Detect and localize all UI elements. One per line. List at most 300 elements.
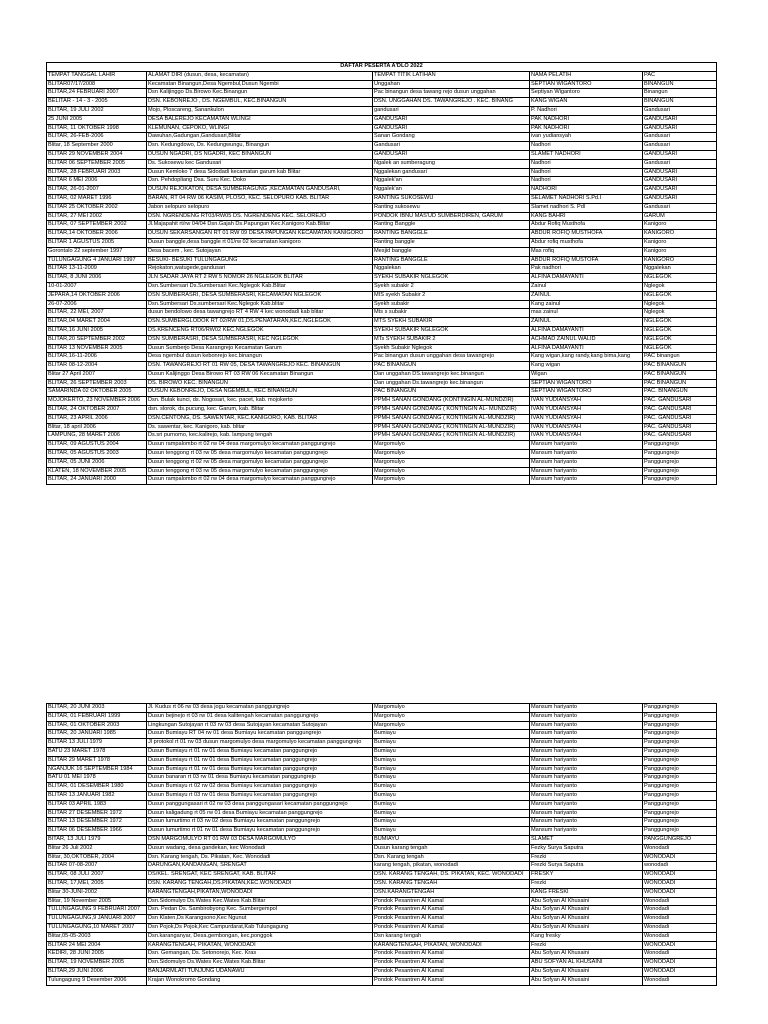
cell-birth: BLITAR 13 DESEMBER 1972 [47, 818, 147, 827]
cell-address: KARANGTENGAH,PIKATAN,WONODADI [147, 888, 373, 897]
cell-trainer: Mansum hariyanto [530, 747, 643, 756]
cell-birth: BLITAR, 19 NOVEMBER 2005 [47, 959, 147, 968]
cell-birth: BELITAR - 14 - 3 - 2005 [47, 98, 147, 107]
cell-pac: Wonodadi [643, 844, 717, 853]
cell-trainer: Mansum hariyanto [530, 721, 643, 730]
cell-address: Jl.Majapahit rt/rw 04/04 Dsn.Gajah Ds.Papungan Kec.Kanigoro Kab.Blitar [147, 221, 373, 230]
cell-birth: BLITAR, 28 FEBRUARI 2003 [47, 168, 147, 177]
cell-training-site: GANDUSARI [373, 124, 530, 133]
cell-pac: Panggungrejo [643, 704, 717, 713]
table-row [47, 318, 717, 327]
cell-trainer: ALFINA DAMAYANTI [530, 326, 643, 335]
cell-address: Jl. Kudus rt 06 rw 03 desa jogu kecamatan panggungrejo [147, 704, 373, 713]
cell-address: KARANGTENGAH, PIKATAN, WONODADI [147, 941, 373, 950]
table-row [47, 721, 717, 730]
cell-trainer: Mansum hariyanto [530, 818, 643, 827]
header-row [47, 71, 717, 80]
cell-pac: PAC binangun [643, 353, 717, 362]
cell-pac: Panggungrejo [643, 800, 717, 809]
cell-address: Dsn Pojok,Ds Pojok,Kec Campurdarat,Kab Tulungagung [147, 923, 373, 932]
cell-address: Dsn.Sidomulyo Ds.Wates Kec.Wates Kab.Blitar [147, 897, 373, 906]
cell-pac: PAC BINANGUN [643, 379, 717, 388]
title-row [47, 63, 717, 72]
cell-birth: Blitar, 30,OKTOBER, 2004 [47, 853, 147, 862]
cell-training-site: Margomulyo [373, 476, 530, 485]
cell-pac: Gandusari [643, 203, 717, 212]
cell-pac: GANDUSARI [643, 124, 717, 133]
cell-address: Dusun Bumiayu rt 02 rw 02 desa Bumiayu kecamatan panggungrejo [147, 783, 373, 792]
participant-table-page-2 [46, 703, 717, 986]
cell-training-site: Dsn. Karang tengah [373, 853, 530, 862]
cell-training-site: Ranting banggle [373, 238, 530, 247]
cell-birth: TULUNGAGUNG,9 JANUARI 2007 [47, 915, 147, 924]
cell-trainer: P. Nadhori [530, 106, 643, 115]
cell-trainer: Abu Sofyan Al Khusaini [530, 915, 643, 924]
table-row [47, 256, 717, 265]
table-row [47, 247, 717, 256]
cell-training-site: Nggalekan gandusari [373, 168, 530, 177]
table-row [47, 747, 717, 756]
cell-trainer: Abdur rofiq musthofa [530, 238, 643, 247]
cell-trainer: Pak nadhori [530, 265, 643, 274]
cell-training-site: PAC BINANGUN [373, 388, 530, 397]
cell-birth: BLITAR 06 DESEMBER 1966 [47, 827, 147, 836]
table-row [47, 853, 717, 862]
cell-pac: Wonodadi [643, 932, 717, 941]
cell-training-site: Syekh Subakir Nglegok [373, 344, 530, 353]
cell-trainer: Mansum hariyanto [530, 756, 643, 765]
table-row [47, 967, 717, 976]
cell-birth: BLITAR 27 DESEMBER 1972 [47, 809, 147, 818]
cell-address: DSN. TAWANGREJO RT 01 RW 05, DESA TAWANGREJO KEC. BINANGUN [147, 362, 373, 371]
cell-birth: BLITAR, 8 JUNI 2006 [47, 274, 147, 283]
cell-birth: BLITAR,20 SEPTEMBER 2002 [47, 335, 147, 344]
cell-training-site: Ngalek an sumberagung [373, 159, 530, 168]
cell-pac: Wonodadi [643, 897, 717, 906]
cell-training-site: Margomulyo [373, 467, 530, 476]
table-body [47, 704, 717, 986]
cell-pac: KANIGORO [643, 256, 717, 265]
table-row [47, 976, 717, 985]
cell-pac: Wonodadi [643, 950, 717, 959]
cell-address: Dusun Kalijinggo Desa Birowo RT 03 RW 06 Kecamatan Binangun [147, 370, 373, 379]
table-body [47, 63, 717, 485]
cell-training-site: RANTING SUKOSEWU [373, 194, 530, 203]
cell-trainer: Septiyan Wigantoro [530, 89, 643, 98]
cell-birth: BLITAR, 19 JULI 2002 [47, 106, 147, 115]
cell-birth: BLITAR, 11 OKTOBER 1998 [47, 124, 147, 133]
cell-training-site: MTS SYEKH SUBAKIR [373, 318, 530, 327]
table-row [47, 879, 717, 888]
cell-address: DS/KEL. SRENGAT, KEC SRENGAT, KAB. BLITAR [147, 871, 373, 880]
cell-birth: BLITAR,14 OKTOBER 2006 [47, 230, 147, 239]
cell-birth: BLITAR 1 AGUSTUS 2005 [47, 238, 147, 247]
cell-training-site: PPMH SANAN GONDANG ( KONTINGIN AL-MUNDZIR) [373, 414, 530, 423]
cell-trainer: Mansum hariyanto [530, 783, 643, 792]
cell-pac: NGLEGOK [643, 274, 717, 283]
cell-pac: Wonodadi [643, 976, 717, 985]
cell-trainer: Nadhori [530, 159, 643, 168]
cell-address: Dawuhan,Gadungan,Gandusari,Blitar [147, 133, 373, 142]
cell-training-site: Bumiayu [373, 800, 530, 809]
cell-trainer: KANG WIGAN [530, 98, 643, 107]
cell-birth: BLITAR 08-12-2004 [47, 362, 147, 371]
cell-trainer: Abu Sofyan Al Khusaini [530, 950, 643, 959]
cell-address: DSN SUMBERASRI, DESA SUMBERASRI, KEC NGLEGOK [147, 335, 373, 344]
cell-trainer: KANG FRESKI [530, 888, 643, 897]
cell-birth: LAMPUNG, 28 MARET 2006 [47, 432, 147, 441]
table-row [47, 186, 717, 195]
cell-training-site: Margomulyo [373, 712, 530, 721]
table-row [47, 300, 717, 309]
table-row [47, 80, 717, 89]
cell-training-site: Bumiayu [373, 783, 530, 792]
cell-birth: BLITAR 07-08-2007 [47, 862, 147, 871]
cell-training-site: Nggalek'an [373, 177, 530, 186]
cell-birth: 26-07-2006 [47, 300, 147, 309]
cell-address: Dusun Sumberjo Desa Karangrejo Kecamatan Garum [147, 344, 373, 353]
cell-address: DSN. KARANG TENGAH,DS.PIKATAN,KEC.WONODADI [147, 879, 373, 888]
header-trainer: NAMA PELATIH [530, 71, 643, 80]
table-row [47, 133, 717, 142]
cell-training-site: RANTING BANGGLE [373, 256, 530, 265]
cell-birth: BLITAR 13 JULI 1979 [47, 739, 147, 748]
cell-birth: BLITAR,04 MARET 2004 [47, 318, 147, 327]
cell-pac: GARUM [643, 212, 717, 221]
cell-pac: Panggungrejo [643, 774, 717, 783]
cell-birth: Tulungagung 9 Desember 2006 [47, 976, 147, 985]
table-row [47, 115, 717, 124]
cell-trainer: Mansum hariyanto [530, 458, 643, 467]
cell-address: Dusun Bumiayu rt 03 rw 01 desa Bumiayu kecamatan panggungrejo [147, 791, 373, 800]
cell-pac: GANDUSARI [643, 150, 717, 159]
cell-address: dusun bendolowo desa tawangrejo RT 4 RW 4 kec wonodadi kab blitar [147, 309, 373, 318]
cell-birth: BLITAR, 24 OKTOBER 2007 [47, 406, 147, 415]
table-row [47, 230, 717, 239]
table-row [47, 98, 717, 107]
cell-training-site: DSN. UNGGAHAN DS. TAWANGREJO . KEC. BINANG [373, 98, 530, 107]
cell-address: Jl protokol rt 01 rw 03 dusun margomulyo desa margomulyo kecamatan panggungrejo [147, 739, 373, 748]
cell-birth: BATU 23 MARET 1978 [47, 747, 147, 756]
cell-training-site: MTs SYEKH SUBAKIR 2 [373, 335, 530, 344]
table-row [47, 844, 717, 853]
cell-training-site: PPMH SANAN GONDANG ( KONTINGIN AL-MUNDZIR) [373, 423, 530, 432]
cell-training-site: RANTING BANGGLE [373, 230, 530, 239]
cell-trainer: Nadhori [530, 142, 643, 151]
cell-pac: PANGGUNGREJO [643, 835, 717, 844]
table-row [47, 818, 717, 827]
cell-address: Dsn Klaten,Ds Karangsono,Kec Ngunut [147, 915, 373, 924]
header-address: ALAMAT DIRI (dusun, desa, kecamatan) [147, 71, 373, 80]
cell-training-site: Ranting Banggle [373, 221, 530, 230]
cell-birth: 10-01-2007 [47, 282, 147, 291]
cell-pac: BINANGUN [643, 98, 717, 107]
cell-birth: BLITAR,24 FEBRUARI 2007 [47, 89, 147, 98]
cell-training-site: Nggalek'an [373, 186, 530, 195]
table-row [47, 941, 717, 950]
header-pac: PAC [643, 71, 717, 80]
cell-pac: Wonodadi [643, 915, 717, 924]
cell-birth: BLITAR, 01 DESEMBER 1980 [47, 783, 147, 792]
cell-training-site: PPMH SANAN GONDANG ( KONTINGIN AL-MUNDZIR) [373, 432, 530, 441]
cell-training-site: karang tengah, pikatan, wonodadi [373, 862, 530, 871]
cell-training-site: DSN.KARANGTENGAH [373, 888, 530, 897]
table-row [47, 89, 717, 98]
cell-birth: BLITAR 24 MEI 2004 [47, 941, 147, 950]
cell-trainer: IVAN YUDIANSYAH [530, 432, 643, 441]
cell-pac: Gandusari [643, 133, 717, 142]
cell-training-site: DSN. KARANG TENGAH, DS. PIKATAN, KEC. WONODADI [373, 871, 530, 880]
table-row [47, 159, 717, 168]
table-row [47, 221, 717, 230]
cell-training-site: gandusari [373, 106, 530, 115]
cell-trainer: Nadhori [530, 168, 643, 177]
cell-training-site: Pondok Pesantren Al Kamal [373, 959, 530, 968]
cell-birth: BLITAR, 24 JANUARI 2000 [47, 476, 147, 485]
cell-trainer: KANG BAHRI [530, 212, 643, 221]
cell-training-site: SYEKH SUBAKIR NGLEGOK [373, 274, 530, 283]
cell-address: BARAN, RT 04 RW 06 KASIM, PLOSO, KEC. SELOPURO KAB. BLITAR [147, 194, 373, 203]
table-row [47, 835, 717, 844]
table-row [47, 458, 717, 467]
cell-trainer: Mansum hariyanto [530, 765, 643, 774]
cell-birth: BLITAR 13-11-2009 [47, 265, 147, 274]
cell-training-site: Dsn karang tengah [373, 932, 530, 941]
cell-training-site: Ranting sukosewu [373, 203, 530, 212]
cell-trainer: Mas rofiq [530, 247, 643, 256]
document-title: DAFTAR PESERTA A'DLO 2022 [47, 63, 717, 72]
cell-address: Kecamatan Binangun,Desa Ngembul,Dusun Ngembi [147, 80, 373, 89]
table-row [47, 959, 717, 968]
table-row [47, 923, 717, 932]
table-row [47, 362, 717, 371]
header-training-site: TEMPAT TITIK LATIHAN [373, 71, 530, 80]
table-row [47, 791, 717, 800]
table-row [47, 932, 717, 941]
cell-address: Dusun lumurtimo rt 01 rw 01 desa Bumiayu kecamatan panggungrejo [147, 827, 373, 836]
cell-address: Ds. sawentar, kec. Kanigoro, kab. blitar [147, 423, 373, 432]
cell-address: Mojo, Ploscareng, Sanankulon [147, 106, 373, 115]
cell-pac: Panggungrejo [643, 818, 717, 827]
cell-birth: BLITAR 25 OKTOBER 2002 [47, 203, 147, 212]
cell-address: dsn. slorok, ds.pucung, kec. Garum, kab. Blitar [147, 406, 373, 415]
table-row [47, 704, 717, 713]
cell-pac: Panggungrejo [643, 458, 717, 467]
cell-trainer: Mansum hariyanto [530, 704, 643, 713]
table-row [47, 291, 717, 300]
cell-pac: Nglegok [643, 300, 717, 309]
cell-address: DESA BALEREJO KECAMATAN WLINGI [147, 115, 373, 124]
cell-pac: GANDUSARI [643, 168, 717, 177]
table-row [47, 335, 717, 344]
cell-trainer: Mansum hariyanto [530, 800, 643, 809]
table-row [47, 423, 717, 432]
cell-trainer: Mansum hariyanto [530, 712, 643, 721]
cell-trainer: ALFINA DAMAYANTI [530, 274, 643, 283]
cell-birth: BATU 01 MEI 1978 [47, 774, 147, 783]
cell-birth: Blitar 27 April 2007 [47, 370, 147, 379]
table-row [47, 783, 717, 792]
cell-birth: BLITAR, 27 MEI 2002 [47, 212, 147, 221]
cell-address: Dusun lumurtimo rt 03 rw 02 desa Bumiayu kecamatan panggungrejo [147, 818, 373, 827]
cell-birth: Gorontalo 22 september 1997 [47, 247, 147, 256]
cell-address: DSN. KEBONREJO , DS. NGEMBUL, KEC.BINANGUN [147, 98, 373, 107]
cell-address: Jabon selopuro selopuro [147, 203, 373, 212]
cell-birth: BLITAR, 01 OKTOBER 2003 [47, 721, 147, 730]
cell-trainer: NADHORI [530, 186, 643, 195]
table-row [47, 265, 717, 274]
cell-address: Dusun wadang, desa gandekan, kec Wonodadi [147, 844, 373, 853]
cell-trainer: Kang fresky [530, 932, 643, 941]
cell-birth: BLITAR 06 SEPTEMBER 2005 [47, 159, 147, 168]
cell-trainer: ZAINUL [530, 291, 643, 300]
cell-address: Rejokaton,watugede,gandusari [147, 265, 373, 274]
cell-trainer: Mansum hariyanto [530, 791, 643, 800]
cell-birth: BLITAR, 17,MEI, 2005 [47, 879, 147, 888]
cell-trainer: SLAMET [530, 835, 643, 844]
cell-address: Dusun rampalombo rt 02 rw 04 desa margomulyo kecamatan panggungrejo [147, 441, 373, 450]
table-row [47, 168, 717, 177]
cell-trainer: Mansum hariyanto [530, 827, 643, 836]
cell-birth: NGANJUK 16 SEPTEMBER 1984 [47, 765, 147, 774]
table-row [47, 862, 717, 871]
table-row [47, 950, 717, 959]
cell-trainer: Abu Sofyan Al Khusaini [530, 967, 643, 976]
cell-trainer: Slamet nadhori S. Pdl [530, 203, 643, 212]
cell-address: Dusun panggungasari rt 02 rw 03 desa panggungasari kecamatan panggungrejo [147, 800, 373, 809]
cell-training-site: PAC BINANGUN [373, 362, 530, 371]
table-row [47, 309, 717, 318]
cell-pac: Kanigoro [643, 238, 717, 247]
cell-address: Dsn. Pehdopliang Dsa. Suru Kec. Doko [147, 177, 373, 186]
cell-address: Desa bacem , kec. Sutojayan [147, 247, 373, 256]
cell-address: Dusun Kemloko 7 desa Sidodadi kecamatan garum kab Blitar [147, 168, 373, 177]
cell-address: Dusun Bumiayu rt 01 rw 01 desa Bumiayu kecamatan panggungrejo [147, 756, 373, 765]
table-row [47, 194, 717, 203]
cell-birth: BLITAR, 05 JUNI 2006 [47, 458, 147, 467]
cell-training-site: Unggahan [373, 80, 530, 89]
cell-birth: 25 JUNI 2005 [47, 115, 147, 124]
cell-training-site: Margomulyo [373, 441, 530, 450]
cell-birth: Blitar 30-JUNI-2002 [47, 888, 147, 897]
cell-pac: PAC BINANGUN [643, 362, 717, 371]
cell-birth: BLITAR, 20 JANUARI 1985 [47, 730, 147, 739]
cell-trainer: ALFINA DAMAYANTI [530, 344, 643, 353]
cell-trainer: ABU SOFYAN AL KHUSAINI [530, 959, 643, 968]
cell-training-site: Syekh subakir 2 [373, 282, 530, 291]
cell-training-site: Bumiayu [373, 809, 530, 818]
cell-trainer: ZAINUL [530, 318, 643, 327]
cell-address: Dusun kaligadung rt 05 rw 01 desa Bumiayu kecamatan panggungrejo [147, 809, 373, 818]
cell-address: JLN SADAR JAYA RT 2 RW 5 NOMOR 26 NGLEGOK BLITAR [147, 274, 373, 283]
cell-pac: GANDUSARI [643, 194, 717, 203]
cell-birth: TULUNGAGUNG,10 MARET 2007 [47, 923, 147, 932]
cell-address: Dusun Bumiayu rt 01 rw 01 desa Bumiayu kecamatan panggungrejo [147, 765, 373, 774]
cell-trainer: Frezki [530, 853, 643, 862]
table-row [47, 106, 717, 115]
cell-address: DSN. NGRENDENG RT03/RW05 DS. NGRENDENG KEC. SELOREJO [147, 212, 373, 221]
cell-training-site: MIS syekh Subakir 2 [373, 291, 530, 300]
cell-address: DUSUN KEBONREJO, DESA NGEMBUL, KEC BINANGUN [147, 388, 373, 397]
cell-training-site: Mts s subakir [373, 309, 530, 318]
table-row [47, 212, 717, 221]
participant-table-page-1 [46, 62, 717, 485]
cell-trainer: mas zainul [530, 309, 643, 318]
cell-trainer: Mansum hariyanto [530, 774, 643, 783]
cell-pac: Panggungrejo [643, 450, 717, 459]
cell-address: DUSUN SEKARSANGAN RT 01 RW 09 DESA PAPUNGAN KECAMATAN KANIGORO [147, 230, 373, 239]
table-row [47, 871, 717, 880]
cell-address: Dsn. Gemangan, Ds. Setonorejo, Kec. Kras [147, 950, 373, 959]
cell-pac: Gandusari [643, 142, 717, 151]
cell-address: BESUKI- BESUKI TULUNGAGUNG [147, 256, 373, 265]
cell-address: Dsn. Karang tengah, Ds. Pikatan, Kec. Wonodadi [147, 853, 373, 862]
cell-training-site: Dusun karang tengah [373, 844, 530, 853]
table-row [47, 124, 717, 133]
cell-training-site: Sanan Gondang [373, 133, 530, 142]
cell-trainer: SELAMET NADHORI S.Pd.I [530, 194, 643, 203]
cell-pac: PAC. GANDUSARI [643, 406, 717, 415]
cell-birth: BLITAR 13 JANUARI 1982 [47, 791, 147, 800]
cell-training-site: Pondok Pesantren Al Kamal [373, 915, 530, 924]
cell-trainer: Abu Sofyan Al Khusaini [530, 897, 643, 906]
cell-address: BANJARMLATI TUNJUNG UDANAWU [147, 967, 373, 976]
cell-trainer: Mansum hariyanto [530, 467, 643, 476]
table-row [47, 406, 717, 415]
cell-training-site: SYEKH SUBAKIR NGLEGOK [373, 326, 530, 335]
cell-pac: PAC. GANDUSARI [643, 432, 717, 441]
cell-address: Dusun tenggong rt 03 rw 05 desa margomulyo kecamatan panggungrejo [147, 467, 373, 476]
cell-trainer: ABDUR ROFIQ MUSTOFA [530, 256, 643, 265]
table-row [47, 344, 717, 353]
cell-address: Lingkungan Sutojayan rt 03 rw 03 desa Sutojayan kecamatan Sutojayan [147, 721, 373, 730]
cell-pac: PAC. GANDUSARI [643, 423, 717, 432]
cell-trainer: Abu Sofyan Al Khusaini [530, 923, 643, 932]
cell-pac: NGLEGOK [643, 344, 717, 353]
cell-training-site: Nggalekan [373, 265, 530, 274]
cell-trainer: Frezki [530, 941, 643, 950]
cell-training-site: Margomulyo [373, 458, 530, 467]
table-row [47, 441, 717, 450]
cell-pac: Kanigoro [643, 247, 717, 256]
cell-trainer: ivan yudiansyah [530, 133, 643, 142]
table-row [47, 142, 717, 151]
cell-trainer: SEPTIAN WIGANTORO [530, 388, 643, 397]
cell-pac: WONODADI [643, 888, 717, 897]
cell-pac: Panggungrejo [643, 756, 717, 765]
cell-address: DUSUN REJOKATON, DESA SUMBERAGUNG ,KECAMATAN GANDUSARI, [147, 186, 373, 195]
cell-training-site: Pondok Pesantren Al Kamal [373, 897, 530, 906]
table-row [47, 712, 717, 721]
cell-pac: Panggungrejo [643, 739, 717, 748]
table-row [47, 476, 717, 485]
cell-training-site: Dan unggahan DS.tawangrejo kec.binangun [373, 370, 530, 379]
cell-pac: Nggalekan [643, 265, 717, 274]
cell-trainer: Abu Sofyan Al Khusaini [530, 906, 643, 915]
cell-birth: BLITAR, 07 SEPTEMBER 2002 [47, 221, 147, 230]
table-row [47, 897, 717, 906]
cell-training-site: Pondok Pesantren Al Kamal [373, 923, 530, 932]
cell-pac: Wonodadi [643, 906, 717, 915]
cell-address: DUSUN NGADRI, DS NGADRI, KEC BINANGUN [147, 150, 373, 159]
cell-trainer: Nadhori [530, 177, 643, 186]
cell-training-site: Gandusari [373, 142, 530, 151]
cell-pac: Panggungrejo [643, 730, 717, 739]
cell-training-site: Bumiayu [373, 765, 530, 774]
cell-trainer: PAK NADHORI [530, 115, 643, 124]
cell-birth: Blitar,05-05-2003 [47, 932, 147, 941]
cell-trainer: Frezki [530, 879, 643, 888]
